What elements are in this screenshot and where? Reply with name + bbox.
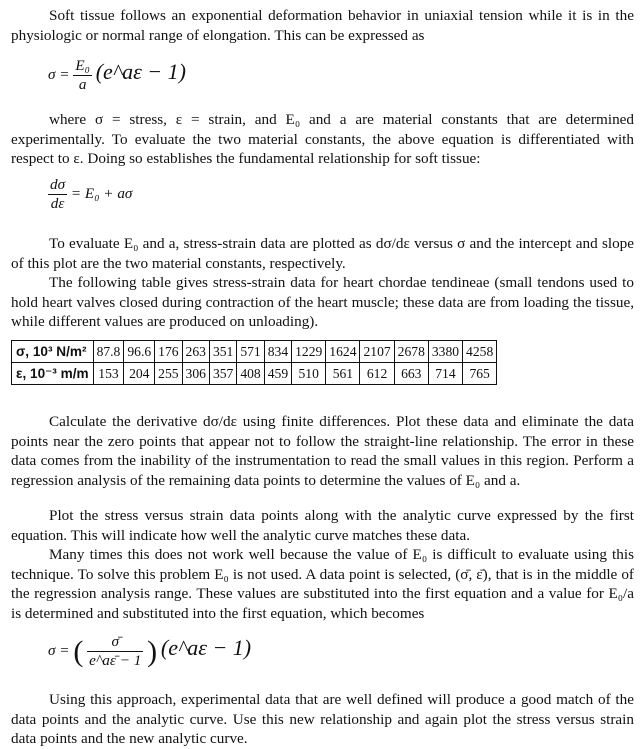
stress-cell: 834	[264, 341, 291, 363]
stress-cell: 263	[182, 341, 209, 363]
stress-cell: 1624	[326, 341, 360, 363]
strain-cell: 306	[182, 363, 209, 385]
stress-strain-table	[11, 340, 497, 385]
strain-row	[12, 363, 497, 385]
stress-cell: 4258	[463, 341, 497, 363]
strain-cell: 714	[428, 363, 462, 385]
paragraph-intro: Soft tissue follows an exponential deformation behavior in uniaxial tension while it is in the physiologic or normal range of elongation. This can be expressed as	[11, 7, 634, 44]
paragraph-plot: Plot the stress versus strain data points along with the analytic curve expressed by the first equation. This will indicate how well the analytic curve matches these data.	[11, 507, 634, 544]
stress-cell: 2107	[360, 341, 394, 363]
stress-row	[12, 341, 497, 363]
strain-cell: 204	[124, 363, 155, 385]
strain-cell: 510	[292, 363, 326, 385]
strain-label: ε, 10⁻³ m/m	[12, 363, 94, 385]
paragraph-table-intro: The following table gives stress-strain data for heart chordae tendineae (small tendons used to hold heart valves closed during contraction of the heart muscle; these data are from loading the tissue, while different values are produced on unloading).	[11, 274, 634, 330]
equation-modified: σ = ( $\frac{\sigmā}{e\^{}a\varepsilon̄ - 1}$ ) (e^aε − 1)	[48, 633, 252, 669]
paragraph-conclusion: Using this approach, experimental data that are well defined will produce a good match of the data points and the analytic curve. Use this new relationship and again plot the stress versus strain data points and the new analytic curve.	[11, 691, 634, 747]
paragraph-derivative: Calculate the derivative dσ/dε using finite differences. Plot these data and eliminate the data points near the zero points that appear not to follow the straight-line relationship. The error in these data comes from the inability of the instrumentation to read the small values in this region. Perform a regression analysis of the remaining data points to determine the values of E₀ and a.	[11, 413, 634, 489]
strain-cell: 408	[237, 363, 264, 385]
stress-cell: 176	[155, 341, 182, 363]
paragraph-definitions: where σ = stress, ε = strain, and E₀ and a are material constants that are determined experimentally. To evaluate the two material constants, the above equation is differentiated with respect to ε. Doing so establishes the fundamental relationship for soft tissue:	[11, 111, 634, 167]
strain-cell: 459	[264, 363, 291, 385]
stress-cell: 3380	[428, 341, 462, 363]
strain-cell: 561	[326, 363, 360, 385]
paragraph-alternative: Many times this does not work well because the value of E₀ is difficult to evaluate using this technique. To solve this problem E₀ is not used. A data point is selected, (σ̄, ε̄), that is in the middle of the regression analysis range. These values are substituted into the first equation and a value for E₀/a is determined and substituted into the first equation, which becomes	[11, 546, 634, 622]
stress-cell: 2678	[394, 341, 428, 363]
equation-differential: $\frac{d\sigma}{d\varepsilon}$ = E₀ + aσ	[50, 176, 133, 212]
strain-cell: 612	[360, 363, 394, 385]
stress-cell: 571	[237, 341, 264, 363]
strain-cell: 663	[394, 363, 428, 385]
stress-cell: 351	[209, 341, 236, 363]
strain-cell: 765	[463, 363, 497, 385]
stress-cell: 87.8	[93, 341, 124, 363]
strain-cell: 255	[155, 363, 182, 385]
strain-cell: 153	[93, 363, 124, 385]
stress-label: σ, 10³ N/m²	[12, 341, 94, 363]
strain-cell: 357	[209, 363, 236, 385]
equation-exponential: σ = $\frac{\text{E₀}}{a}$ (e^aε − 1)	[48, 57, 186, 93]
paragraph-evaluate: To evaluate E₀ and a, stress-strain data are plotted as dσ/dε versus σ and the intercept and slope of this plot are the two material constants, respectively.	[11, 235, 634, 272]
stress-cell: 1229	[292, 341, 326, 363]
stress-cell: 96.6	[124, 341, 155, 363]
